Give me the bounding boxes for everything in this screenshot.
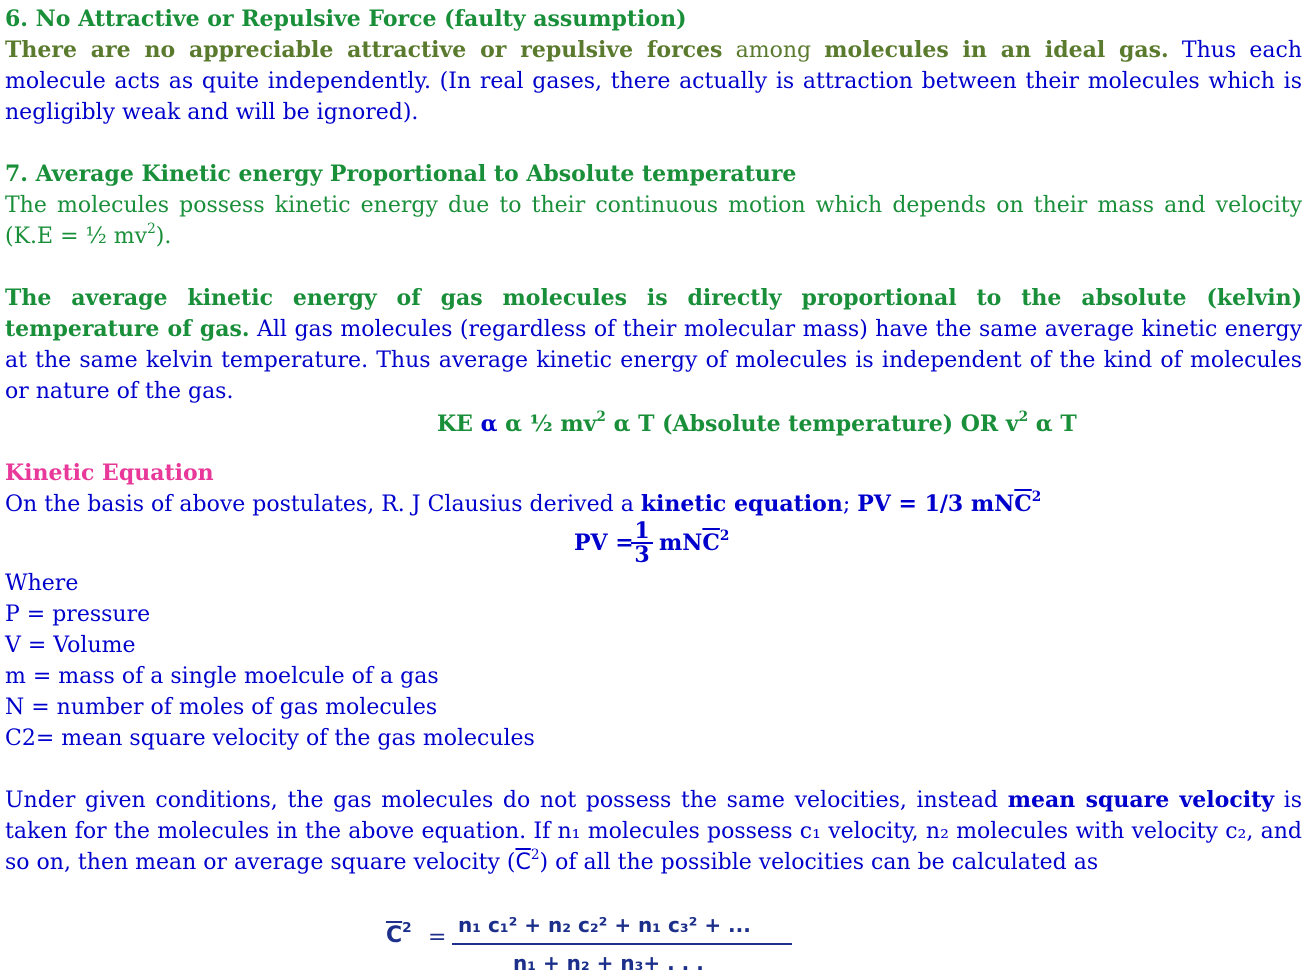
mean-square-cbar: $\overline{C}$: [515, 850, 531, 875]
pv-sup: 2: [719, 527, 730, 544]
kinetic-sep: ;: [842, 492, 858, 517]
kinetic-equation-intro: [5, 489, 1302, 520]
pv-cbar: $\overline{C}$: [702, 530, 720, 556]
section-7-paragraph-2: [5, 283, 1302, 407]
section-6-rest-text: Thus each molecule acts as quite independently. (In real gases, there actually is attraction between their molecules which is negligibly weak and will be ignored).: [5, 38, 1302, 125]
section-6-heading: 6. No Attractive or Repulsive Force (faulty assumption): [5, 6, 687, 32]
mean-square-formula: [0, 904, 1313, 974]
section-7-text-end: ).: [155, 224, 172, 249]
kinetic-inline-eq-text: PV = 1/3 mN: [857, 491, 1015, 517]
definition-pressure: P = pressure: [5, 602, 151, 627]
section-6-bold-text-2: molecules in an ideal gas.: [824, 37, 1169, 63]
pv-fraction-denominator: 3: [634, 542, 650, 568]
formula-denominator: n₁ + n₂ + n₃+ . . .: [513, 951, 704, 975]
ke-sup: 2: [596, 408, 606, 425]
where-label: Where: [5, 571, 79, 596]
pv-fraction: [631, 520, 653, 566]
definition-moles: N = number of moles of gas molecules: [5, 695, 438, 720]
definition-mass: m = mass of a single moelcule of a gas: [5, 664, 439, 689]
section-7-paragraph-1: [5, 190, 1302, 252]
ke-part-b: α ½ mv: [497, 411, 597, 437]
section-7-superscript: 2: [147, 220, 156, 237]
section-7-rest-text: All gas molecules (regardless of their molecular mass) have the same average kinetic energy at the same kelvin temperature. Thus average kinetic energy of molecules is independent of the kind of molecules or nature of the gas.: [5, 317, 1303, 404]
ke-part-c: α T (Absolute temperature) OR v: [605, 411, 1019, 437]
mean-square-sup: 2: [530, 846, 540, 863]
section-7-heading: 7. Average Kinetic energy Proportional to Absolute temperature: [5, 161, 797, 187]
mean-square-paragraph: [5, 785, 1302, 878]
mean-square-text-d: ) of all the possible velocities can be calculated as: [539, 850, 1099, 875]
ke-sup-2: 2: [1018, 408, 1029, 425]
mean-square-term: mean square velocity: [1007, 787, 1275, 813]
ke-alpha: α: [480, 411, 498, 437]
formula-lhs-sup: 2: [402, 919, 412, 936]
definition-volume: V = Volume: [5, 633, 136, 658]
kinetic-inline-eq: [857, 488, 1042, 517]
formula-fraction-bar: [452, 943, 792, 945]
formula-numerator: n₁ c₁² + n₂ c₂² + n₁ c₃² + ...: [458, 913, 751, 937]
document-page: [5, 4, 1302, 878]
section-6-paragraph: [5, 35, 1302, 128]
kinetic-equation-term: kinetic equation: [640, 491, 843, 517]
formula-equals: =: [428, 925, 447, 950]
formula-lhs-c: $\overline{C}$: [386, 923, 403, 948]
section-7-bold-statement: The average kinetic energy of gas molecules is directly proportional to the absolute (kelvin) temperature of gas.: [5, 285, 1302, 342]
pv-formula: [5, 520, 1302, 568]
pv-right-text: mN: [659, 530, 703, 556]
section-7-text: The molecules possess kinetic energy due to their continuous motion which depends on their mass and velocity (K.E = ½ mv: [5, 193, 1302, 249]
mean-square-text-b: is taken for the molecules in the above equation. If n₁ molecules possess c₁ velocity, n₂ molecules with velocity c₂, and so on, then mean or average square velocity (: [5, 788, 1302, 875]
kinetic-intro-text: On the basis of above postulates, R. J Clausius derived a: [5, 492, 641, 517]
mean-square-text-a: Under given conditions, the gas molecules do not possess the same velocities, instead: [5, 788, 1008, 813]
kinetic-inline-cbar: $\overline{C}$: [1014, 491, 1032, 517]
kinetic-inline-sup: 2: [1031, 488, 1042, 505]
ke-proportionality-line: [5, 407, 1302, 441]
definition-velocity: C2= mean square velocity of the gas molecules: [5, 726, 535, 751]
pv-left: PV =: [574, 530, 634, 556]
pv-fraction-numerator: 1: [631, 520, 653, 544]
ke-part-a: KE: [437, 411, 481, 437]
ke-part-d: α T: [1028, 411, 1077, 437]
section-6-mid-text: among: [722, 38, 825, 63]
kinetic-equation-heading: Kinetic Equation: [5, 460, 214, 486]
pv-right: [659, 528, 729, 559]
section-6-bold-text: There are no appreciable attractive or repulsive forces: [5, 37, 723, 63]
formula-lhs: [386, 920, 412, 951]
